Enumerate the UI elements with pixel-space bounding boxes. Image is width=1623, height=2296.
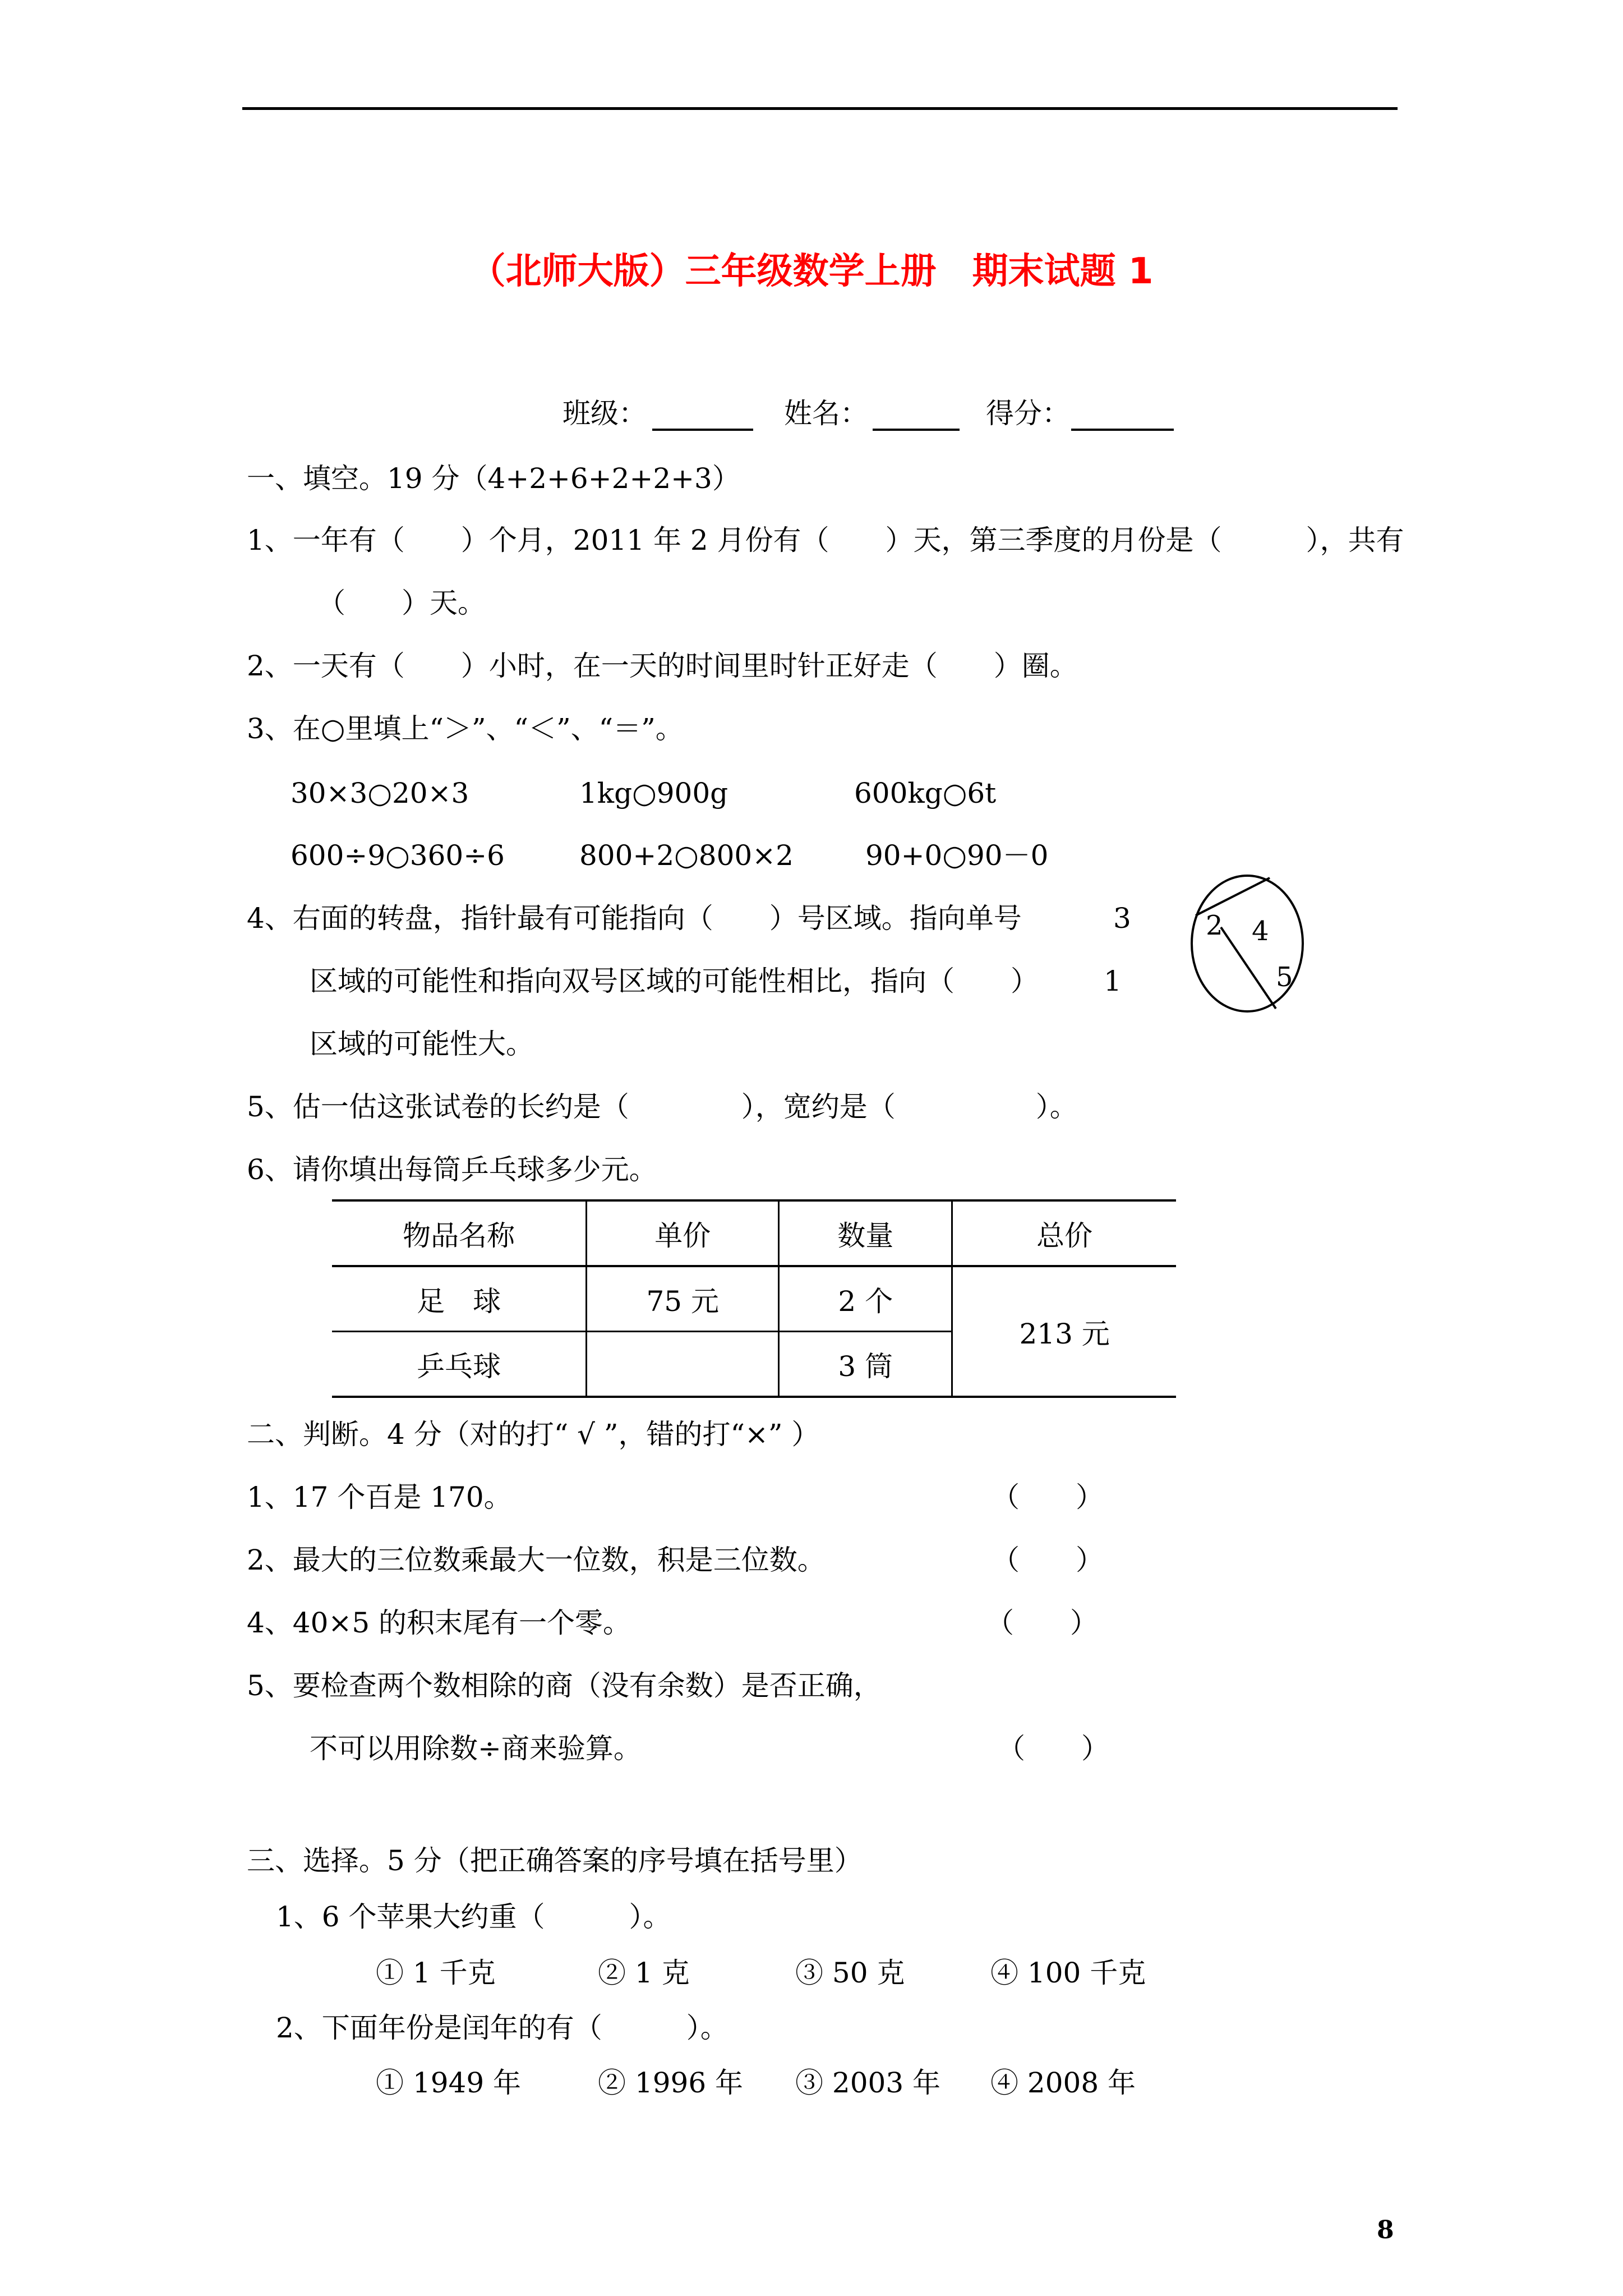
table-price-blank-cell[interactable] [587, 1332, 779, 1397]
table-cell: 足 球 [332, 1266, 587, 1332]
spinner-label: 5 [1276, 961, 1293, 993]
price-table [332, 1199, 1176, 1398]
s1-q5: 5、估一估这张试卷的长约是（ ），宽约是（ ）。 [247, 1091, 1078, 1123]
s2-item: 4、40×5 的积末尾有一个零。 [247, 1607, 631, 1639]
spinner-label: 4 [1252, 915, 1269, 947]
s2-answer-paren[interactable]: （ ） [997, 1732, 1109, 1765]
s1-q4-line3: 区域的可能性大。 [310, 1028, 534, 1060]
header-rule [242, 107, 1398, 110]
s1-q3-item: 800+2○800×2 [579, 839, 794, 872]
name-label: 姓名： [784, 397, 868, 430]
table-header-cell: 总价 [1036, 1219, 1093, 1252]
s3-q1-option[interactable]: ③ 50 克 [795, 1957, 905, 1989]
s1-q3-item: 1kg○900g [579, 777, 728, 809]
s2-item: 1、17 个百是 170。 [247, 1481, 512, 1513]
score-blank[interactable] [1071, 429, 1174, 431]
s1-q4-line1: 4、右面的转盘，指针最有可能指向（ ）号区域。指向单号 [247, 902, 1022, 935]
s1-q3: 3、在○里填上“＞”、“＜”、“＝”。 [247, 712, 684, 745]
section2-heading: 二、判断。4 分（对的打“ √ ”，错的打“×” ） [247, 1418, 820, 1451]
section3-heading: 三、选择。5 分（把正确答案的序号填在括号里） [247, 1844, 863, 1877]
spinner-label: 2 [1206, 910, 1223, 941]
table-row [332, 1266, 1176, 1332]
s1-q3-item: 30×3○20×3 [291, 777, 469, 809]
s3-q2-option[interactable]: ③ 2003 年 [795, 2067, 941, 2099]
name-blank[interactable] [873, 429, 960, 431]
s1-q1-line1: 1、一年有（ ）个月，2011 年 2 月份有（ ）天，第三季度的月份是（ ），共有 [247, 524, 1404, 556]
s2-item: 5、要检查两个数相除的商（没有余数）是否正确， [247, 1669, 882, 1702]
class-label: 班级： [562, 397, 647, 430]
table-cell: 3 筒 [779, 1332, 952, 1397]
table-header-cell: 数量 [779, 1200, 952, 1266]
s3-q2: 2、下面年份是闰年的有（ ）。 [276, 2012, 728, 2044]
table-header-cell: 物品名称 [332, 1200, 587, 1266]
s3-q1-option[interactable]: ④ 100 千克 [990, 1957, 1146, 1989]
s2-answer-paren[interactable]: （ ） [986, 1607, 1098, 1639]
s3-q2-option[interactable]: ④ 2008 年 [990, 2067, 1136, 2099]
s1-q1-line2: （ ）天。 [317, 587, 486, 619]
s2-item: 2、最大的三位数乘最大一位数，积是三位数。 [247, 1544, 826, 1576]
table-cell: 75 元 [587, 1266, 779, 1332]
spinner-diagram [1190, 874, 1304, 1013]
s1-q2: 2、一天有（ ）小时，在一天的时间里时针正好走（ ）圈。 [247, 650, 1078, 682]
page-title: （北师大版）三年级数学上册 期末试题 1 [469, 251, 1154, 292]
s1-q3-item: 600÷9○360÷6 [291, 839, 505, 872]
s3-q2-option[interactable]: ② 1996 年 [598, 2067, 744, 2099]
s2-item5-line2: 不可以用除数÷商来验算。 [310, 1732, 642, 1765]
table-header-row [332, 1200, 1176, 1266]
class-blank[interactable] [652, 429, 753, 431]
s1-q4-side-number: 1 [1104, 965, 1122, 997]
section1-heading: 一、填空。19 分（4+2+6+2+2+3） [247, 462, 740, 495]
s3-q1: 1、6 个苹果大约重（ ）。 [276, 1901, 671, 1933]
s3-q1-option[interactable]: ② 1 克 [598, 1957, 690, 1989]
s1-q4-side-number: 3 [1113, 902, 1131, 935]
table-cell: 乒乓球 [332, 1332, 587, 1397]
score-label: 得分： [986, 397, 1070, 430]
table-total-cell: 213 元 [1019, 1317, 1110, 1350]
s3-q1-option[interactable]: ① 1 千克 [376, 1957, 496, 1989]
page-number: 8 [1377, 2216, 1394, 2244]
s3-q2-option[interactable]: ① 1949 年 [376, 2067, 522, 2099]
table-header-cell: 单价 [587, 1200, 779, 1266]
s1-q6: 6、请你填出每筒乒乓球多少元。 [247, 1153, 657, 1186]
s1-q3-item: 600kg○6t [854, 777, 997, 809]
s1-q4-line2: 区域的可能性和指向双号区域的可能性相比，指向（ ） [310, 965, 1039, 997]
s1-q3-item: 90+0○90－0 [865, 839, 1049, 872]
table-cell: 2 个 [779, 1266, 952, 1332]
s2-answer-paren[interactable]: （ ） [992, 1481, 1104, 1513]
s2-answer-paren[interactable]: （ ） [992, 1544, 1104, 1576]
